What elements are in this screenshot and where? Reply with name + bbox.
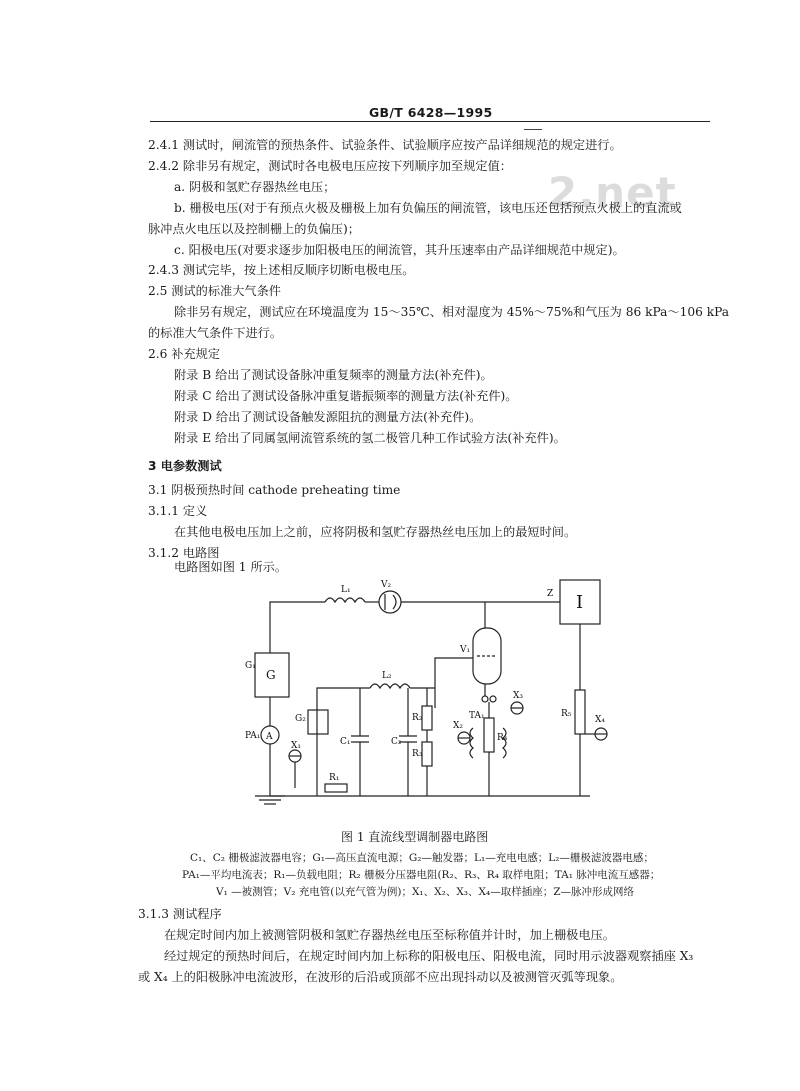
item-c: c. 阳极电压(对要求逐步加阳极电压的闸流管，其升压速率由产品详细规范中规定)。 (174, 243, 625, 257)
procedure-text-2: 经过规定的预热时间后，在规定时间内加上标称的阳极电压、阳极电流，同时用示波器观察插座 X₃ (164, 949, 694, 963)
procedure-text-3: 或 X₄ 上的阳极脉冲电流波形，在波形的后沿或顶部不应出现抖动以及被测管灭弧等现象。 (138, 970, 623, 984)
label-v2: V₂ (381, 580, 392, 590)
annex-d: 附录 D 给出了测试设备触发源阻抗的测量方法(补充件)。 (174, 410, 482, 424)
label-c2: C₂ (391, 737, 402, 747)
clause-3-1: 3.1 阴极预热时间 cathode preheating time (148, 483, 401, 497)
label-v1: V₁ (460, 645, 471, 655)
label-r4: R₄ (497, 733, 508, 743)
clause-2-5: 2.5 测试的标准大气条件 (148, 284, 281, 298)
clause-2-4-1: 2.4.1 测试时，闸流管的预热条件、试验条件、试验顺序应按产品详细规范的规定进行。 (148, 138, 622, 152)
circuit-intro: 电路图如图 1 所示。 (174, 560, 288, 574)
item-b: b. 栅极电压(对于有预点火极及栅极上加有负偏压的闸流管，该电压还包括预点火极上的直流或 (174, 201, 682, 215)
clause-3-1-3: 3.1.3 测试程序 (138, 907, 222, 921)
label-g2: G₂ (295, 714, 306, 724)
atmos-text-cont: 的标准大气条件下进行。 (148, 326, 283, 340)
label-r2: R₂ (412, 713, 423, 723)
label-g1-box: G (266, 668, 276, 682)
label-r1: R₁ (329, 773, 340, 783)
figure-caption: 图 1 直流线型调制器电路图 (341, 830, 489, 844)
atmos-text: 除非另有规定，测试应在环境温度为 15～35℃、相对湿度为 45%～75%和气压为 86 kPa～106 kPa (174, 305, 730, 319)
label-ammeter: A (266, 732, 273, 742)
label-x1: X₁ (291, 741, 302, 751)
clause-3-1-1: 3.1.1 定义 (148, 504, 208, 518)
item-a: a. 阴极和氢贮存器热丝电压； (174, 180, 336, 194)
figure-legend-2: PA₁—平均电流表；R₁—负载电阻；R₂ 栅极分压器电阻(R₂、R₃、R₄ 取样电阻；TA₁ 脉冲电流互感器； (182, 869, 661, 881)
definition-text: 在其他电极电压加上之前，应将阴极和氢贮存器热丝电压加上的最短时间。 (174, 525, 577, 539)
circuit-diagram (245, 578, 625, 818)
figure-legend-1: C₁、C₂ 栅极滤波器电容；G₁—高压直流电源；G₂—触发器；L₁—充电电感；L₂—栅极滤波器电感； (190, 852, 654, 864)
clause-3-1-2: 3.1.2 电路图 (148, 546, 220, 560)
procedure-text-1: 在规定时间内加上被测管阴极和氢贮存器热丝电压至标称值并计时，加上栅极电压。 (164, 928, 615, 942)
label-ta1: TA₁ (469, 711, 485, 721)
label-r5: R₅ (561, 709, 572, 719)
annex-b: 附录 B 给出了测试设备脉冲重复频率的测量方法(补充件)。 (174, 368, 493, 382)
label-z-box: I (576, 592, 584, 613)
section-3-title: 3 电参数测试 (148, 459, 222, 473)
label-r3: R₃ (412, 749, 423, 759)
label-x2: X₂ (453, 721, 464, 731)
label-c1: C₁ (340, 737, 351, 747)
header-mark (524, 129, 542, 130)
watermark: 2.net (548, 168, 677, 217)
label-z: Z (547, 589, 554, 599)
clause-2-4-3: 2.4.3 测试完毕，按上述相反顺序切断电极电压。 (148, 263, 415, 277)
figure-legend-3: V₁ —被测管；V₂ 充电管(以充气管为例)；X₁、X₂、X₃、X₄—取样插座；Z—脉冲形成网络 (216, 886, 634, 898)
annex-e: 附录 E 给出了同属氢闸流管系统的氢二极管几种工作试验方法(补充件)。 (174, 431, 566, 445)
clause-2-4-2: 2.4.2 除非另有规定，测试时各电极电压应按下列顺序加至规定值： (148, 159, 512, 173)
label-g1: G₁ (245, 661, 256, 671)
standard-header: GB/T 6428—1995 (369, 105, 493, 120)
label-pa1: PA₁ (245, 731, 261, 741)
annex-c: 附录 C 给出了测试设备脉冲重复谐振频率的测量方法(补充件)。 (174, 389, 518, 403)
label-l1: L₁ (341, 585, 351, 595)
label-x4: X₄ (595, 715, 606, 725)
label-x3: X₃ (513, 691, 524, 701)
header-rule (150, 121, 710, 122)
label-l2: L₂ (382, 671, 392, 681)
item-b-cont: 脉冲点火电压以及控制栅上的负偏压)； (148, 222, 360, 236)
clause-2-6: 2.6 补充规定 (148, 347, 221, 361)
